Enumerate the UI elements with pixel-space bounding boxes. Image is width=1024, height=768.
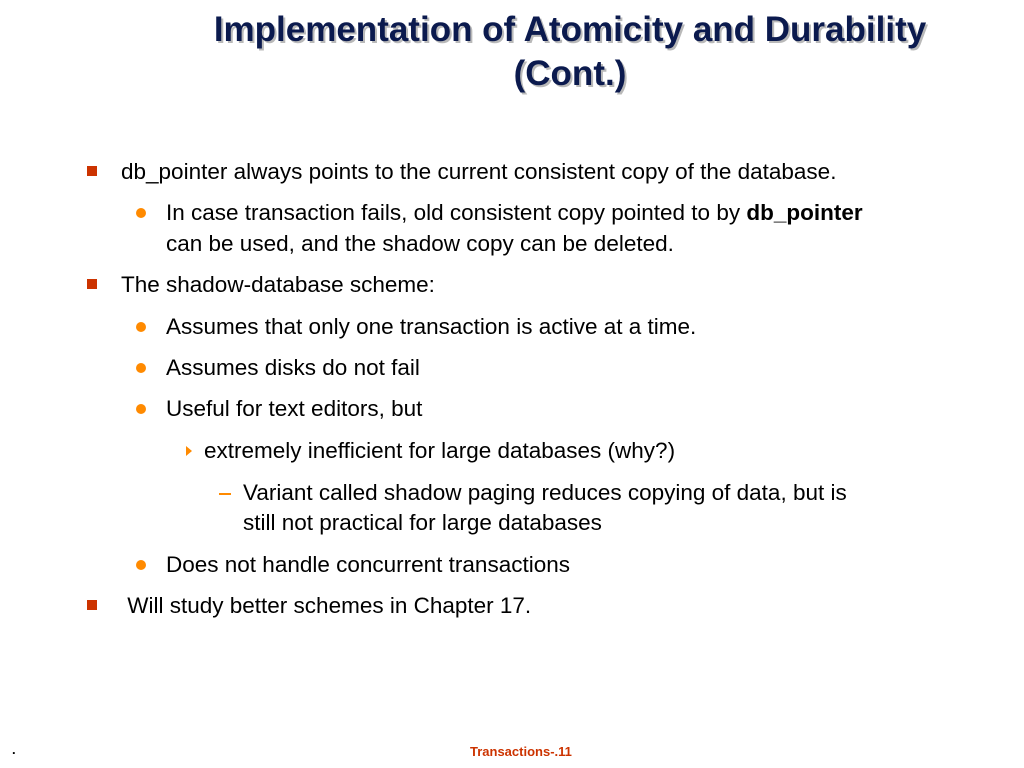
bullet-text: Assumes that only one transaction is active at a time. [166, 314, 697, 339]
bullet-text-bold: db_pointer [746, 200, 863, 225]
round-bullet-icon [136, 363, 146, 373]
slide-title [150, 8, 990, 96]
bullet-item-db-pointer [121, 157, 836, 187]
bullet-item-better-schemes [121, 591, 531, 621]
footer-slide-number: Transactions-.11 [470, 744, 572, 759]
bullet-item-one-transaction [166, 312, 696, 342]
bullet-item-text-editors [166, 394, 422, 424]
bullet-text: still not practical for large databases [243, 510, 602, 535]
bullet-item-shadow-paging-continued [243, 508, 602, 538]
slide-title-line1: Implementation of Atomicity and Durability [213, 10, 927, 49]
round-bullet-icon [136, 322, 146, 332]
arrow-bullet-icon [186, 446, 192, 456]
bullet-text: Assumes disks do not fail [166, 355, 420, 380]
bullet-text: Will study better schemes in Chapter 17. [121, 593, 532, 618]
bullet-text: db_pointer always points to the current consistent copy of the database. [121, 159, 837, 184]
bullet-item-disks-do-not-fail [166, 353, 420, 383]
bullet-text: can be used, and the shadow copy can be deleted. [166, 231, 674, 256]
bullet-text: Variant called shadow paging reduces copying of data, but is [243, 480, 847, 505]
square-bullet-icon [87, 600, 97, 610]
bullet-item-concurrent [166, 550, 570, 580]
square-bullet-icon [87, 166, 97, 176]
round-bullet-icon [136, 560, 146, 570]
round-bullet-icon [136, 208, 146, 218]
bullet-item-inefficient [204, 436, 675, 466]
bullet-item-transaction-fails-continued [166, 229, 674, 259]
bullet-text: extremely inefficient for large databases (why?) [204, 438, 676, 463]
bullet-item-shadow-paging [243, 478, 847, 508]
square-bullet-icon [87, 279, 97, 289]
dash-bullet-icon [219, 493, 231, 495]
bullet-text: Useful for text editors, but [166, 396, 423, 421]
round-bullet-icon [136, 404, 146, 414]
bullet-item-transaction-fails [166, 198, 863, 228]
bullet-text: In case transaction fails, old consistent copy pointed to by [166, 200, 747, 225]
bullet-text: The shadow-database scheme: [121, 272, 435, 297]
footer-left-mark: . [12, 742, 16, 757]
slide-title-line2: (Cont.) [513, 54, 627, 93]
bullet-text: Does not handle concurrent transactions [166, 552, 570, 577]
bullet-item-shadow-database-scheme [121, 270, 435, 300]
